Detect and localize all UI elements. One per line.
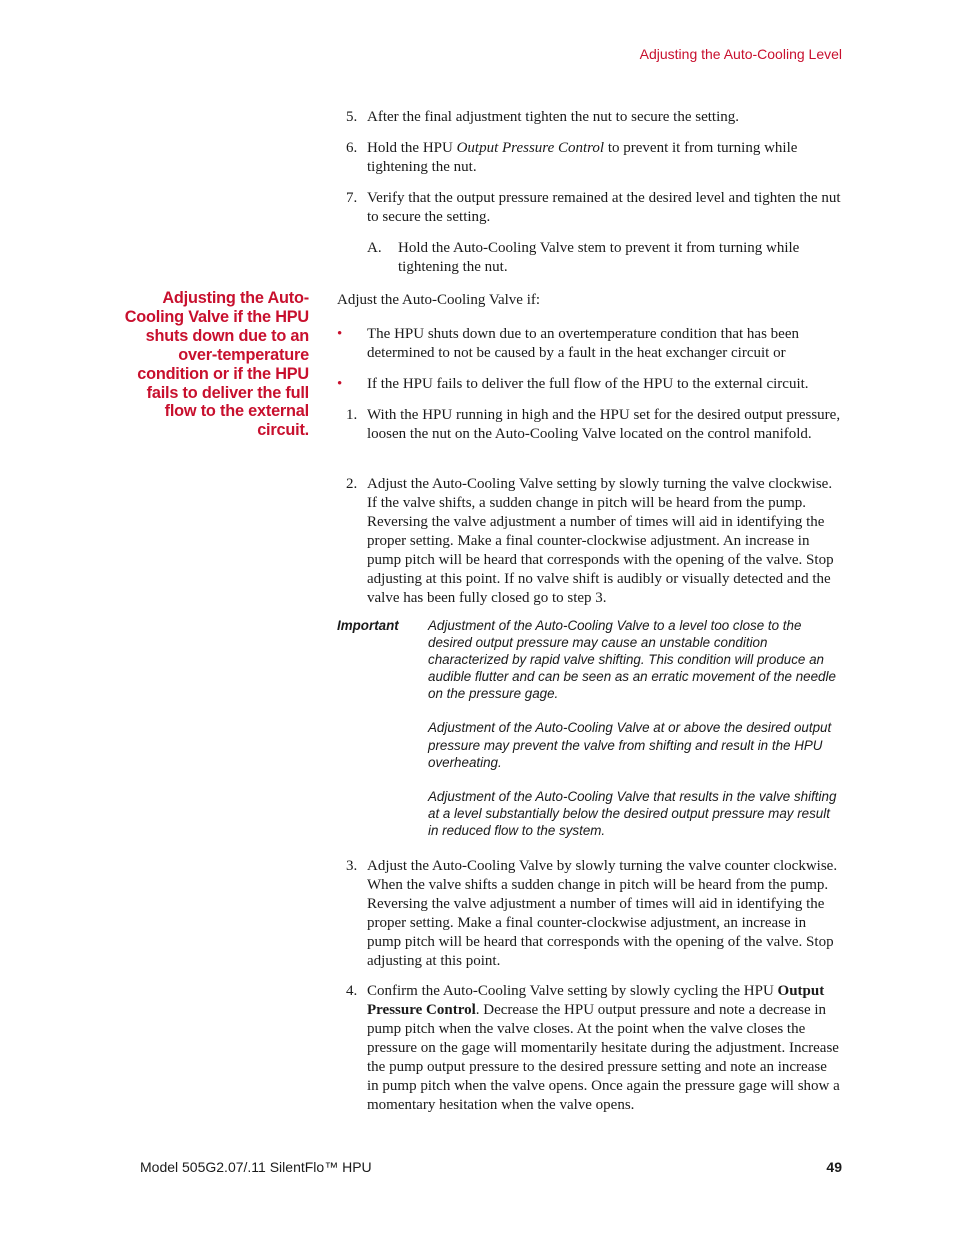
step-number: 6.	[346, 140, 358, 156]
substep-text: Hold the Auto-Cooling Valve stem to prevent it from turning while tightening the nut.	[398, 240, 800, 275]
note-paragraph: Adjustment of the Auto-Cooling Valve to a level too close to the desired output pressure may cause an unstable condition characterized by rapid valve shifting. This condition will produce an audible flutter and can be seen as an erratic movement of the needle on the pressure gage.	[428, 618, 836, 702]
section-heading: Adjusting the Auto-Cooling Valve if the HPU shuts down due to an over-temperature condition or if the HPU fails to deliver the full flow to the external circuit.	[124, 289, 309, 440]
step-number: 7.	[346, 190, 358, 206]
step-number: 3.	[346, 858, 358, 874]
step-number: 1.	[346, 407, 358, 423]
step-text: Confirm the Auto-Cooling Valve setting by slowly cycling the HPU Output Pressure Control. Decrease the HPU output pressure and note a decrease in pump pitch when the valve closes. At the point when the valve closes the pressure on the gage will momentarily hesitate during the adjustment. Increase the pump output pressure to the desired pressure setting and note an increase in pump pitch when the valve opens. Once again the pressure gage will show a momentary hesitation when the valve opens.	[367, 983, 840, 1113]
section-intro: Adjust the Auto-Cooling Valve if:	[337, 292, 541, 308]
step-text: With the HPU running in high and the HPU set for the desired output pressure, loosen the nut on the Auto-Cooling Valve located on the control manifold.	[367, 407, 841, 442]
step-text: Verify that the output pressure remained at the desired level and tighten the nut to secure the setting.	[367, 190, 841, 225]
step-text: Adjust the Auto-Cooling Valve setting by slowly turning the valve clockwise. If the valve shifts, a sudden change in pitch will be heard from the pump. Reversing the valve adjustment a number of times will aid in identifying the proper setting. Make a final counter-clockwise adjustment. An increase in pump pitch will be heard that corresponds with the opening of the valve. Stop adjusting at this point. If no valve shift is audibly or visually detected and the valve has been fully closed go to step 3.	[367, 476, 834, 606]
bullet-glyph: •	[337, 376, 343, 392]
step-text: Adjust the Auto-Cooling Valve by slowly turning the valve counter clockwise. When the valve shifts a sudden change in pitch will be heard from the pump. Reversing the valve adjustment a number of times will aid in identifying the proper setting. Make a final counter-clockwise adjustment, an increase in pump pitch will be heard that corresponds with the opening of the valve. Stop adjusting at this point.	[367, 858, 838, 969]
bullet-glyph: •	[337, 326, 343, 342]
step-number: 5.	[346, 109, 358, 125]
important-notes	[428, 617, 842, 856]
page-number: 49	[826, 1159, 842, 1175]
step-number: 4.	[346, 983, 358, 999]
note-paragraph: Adjustment of the Auto-Cooling Valve at or above the desired output pressure may prevent the valve from shifting and result in the HPU overheating.	[428, 720, 832, 770]
output-pressure-control-ref: Output Pressure Control	[456, 140, 605, 156]
bullet-text: If the HPU fails to deliver the full flow of the HPU to the external circuit.	[367, 376, 809, 392]
step-text: Hold the HPU Output Pressure Control to prevent it from turning while tightening the nut.	[367, 140, 798, 175]
bullet-text: The HPU shuts down due to an overtemperature condition that has been determined to not be caused by a fault in the heat exchanger circuit or	[367, 326, 799, 361]
substep-letter: A.	[367, 240, 382, 256]
important-label: Important	[337, 618, 399, 633]
footer-model: Model 505G2.07/.11 SilentFlo™ HPU	[140, 1159, 372, 1175]
step-text: After the final adjustment tighten the nut to secure the setting.	[367, 109, 739, 125]
note-paragraph: Adjustment of the Auto-Cooling Valve that results in the valve shifting at a level substantially below the desired output pressure may result in reduced flow to the system.	[428, 788, 837, 838]
running-header: Adjusting the Auto-Cooling Level	[639, 46, 842, 62]
output-pressure-control-ref: Output Pressure Control	[367, 983, 825, 1018]
step-number: 2.	[346, 476, 358, 492]
